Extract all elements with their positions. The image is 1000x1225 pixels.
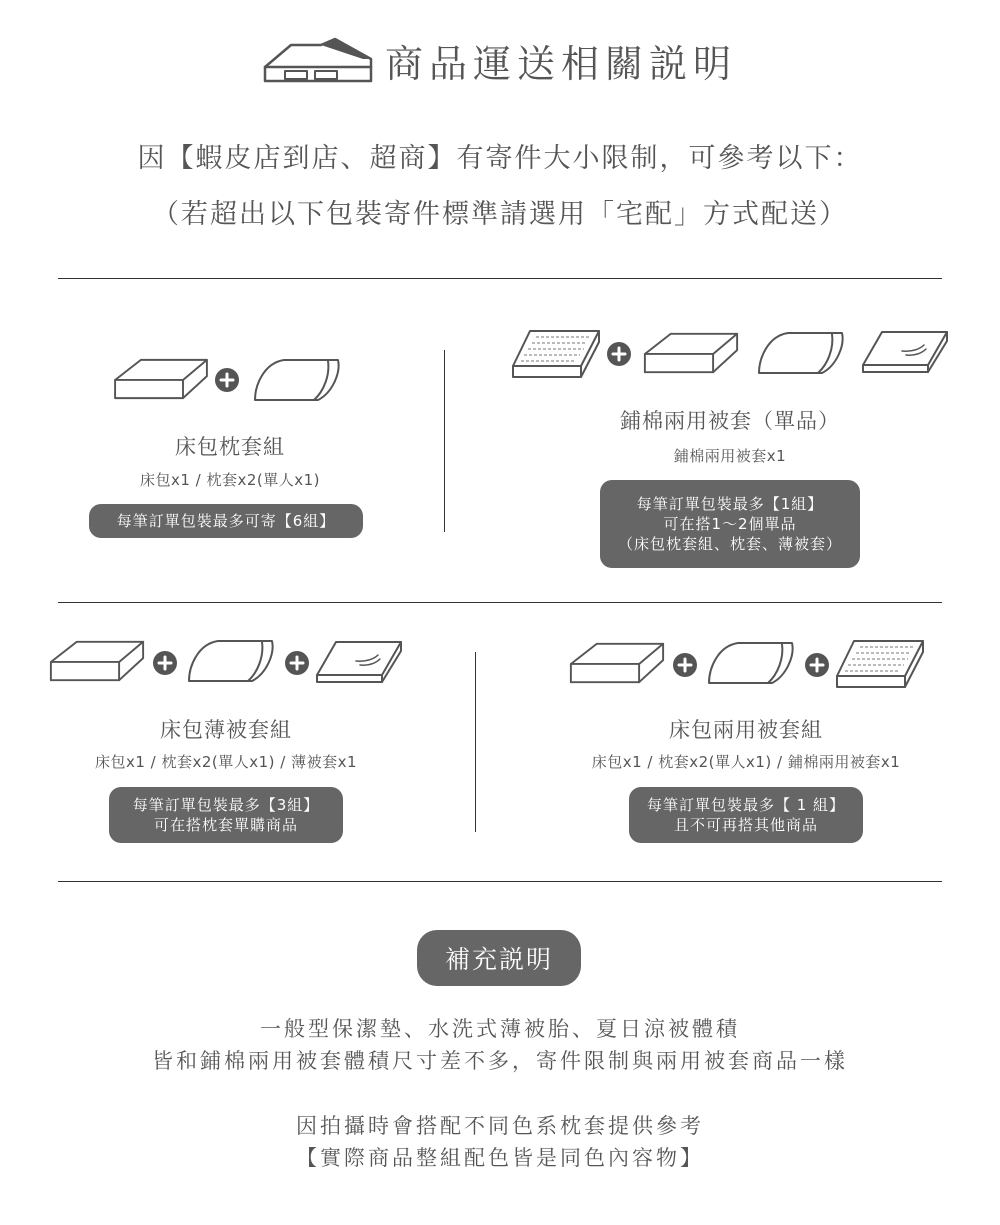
plus-icon bbox=[284, 650, 310, 676]
thin-quilt-limit-line-2: 可在搭枕套單購商品 bbox=[153, 816, 298, 834]
supplement-line-3: 因拍攝時會搭配不同色系枕套提供參考 bbox=[296, 1114, 704, 1138]
quilt-cover-limit bbox=[600, 480, 860, 568]
fitted-sheet-icon bbox=[568, 640, 666, 686]
bed-pillow-illustration bbox=[112, 355, 352, 407]
dual-quilt-contents: 床包x1 / 枕套x2(單人x1) / 鋪棉兩用被套x1 bbox=[591, 753, 901, 771]
dual-quilt-limit-line-1: 每筆訂單包裝最多【 1 組】 bbox=[646, 796, 846, 814]
supplement-line-1: 一般型保潔墊、水洗式薄被胎、夏日涼被體積 bbox=[260, 1017, 740, 1041]
intro-line-2: （若超出以下包裝寄件標準請選用「宅配」方式配送） bbox=[152, 199, 848, 230]
bed-pillow-name: 床包枕套組 bbox=[175, 435, 285, 459]
thin-quilt-limit bbox=[109, 787, 343, 843]
dual-quilt-name: 床包兩用被套組 bbox=[669, 718, 823, 742]
quilt-cover-limit-line-2: 可在搭1～2個單品 bbox=[663, 515, 797, 533]
house-icon bbox=[263, 37, 373, 83]
dual-quilt-limit bbox=[629, 787, 863, 843]
supplement-line-2: 皆和鋪棉兩用被套體積尺寸差不多，寄件限制與兩用被套商品一樣 bbox=[152, 1049, 848, 1073]
pillowcase-icon bbox=[756, 330, 846, 376]
intro-line-1: 因【蝦皮店到店、超商】有寄件大小限制，可參考以下： bbox=[137, 143, 863, 174]
quilt-cover-limit-line-1: 每筆訂單包裝最多【1組】 bbox=[636, 495, 824, 513]
plus-icon bbox=[606, 341, 632, 367]
fitted-sheet-icon bbox=[48, 638, 146, 684]
fitted-sheet-icon bbox=[642, 330, 740, 376]
thin-quilt-icon bbox=[860, 328, 950, 376]
pillowcase-icon bbox=[186, 638, 276, 684]
bed-pillow-limit bbox=[89, 504, 363, 538]
supplement-line-4: 【實際商品整組配色皆是同色內容物】 bbox=[296, 1146, 704, 1170]
plus-icon bbox=[214, 367, 240, 393]
fitted-sheet-icon bbox=[112, 357, 210, 401]
plus-icon bbox=[152, 650, 178, 676]
thin-quilt-name: 床包薄被套組 bbox=[160, 718, 292, 742]
thin-quilt-icon bbox=[314, 638, 404, 686]
divider-top bbox=[58, 278, 942, 279]
supplement-label: 補充説明 bbox=[417, 930, 581, 986]
quilt-cover-limit-line-3: （床包枕套組、枕套、薄被套） bbox=[617, 535, 842, 553]
pillowcase-icon bbox=[252, 357, 342, 403]
divider-middle bbox=[58, 602, 942, 603]
dual-quilt-limit-line-2: 且不可再搭其他商品 bbox=[673, 816, 818, 834]
bed-pillow-contents: 床包x1 / 枕套x2(單人x1) bbox=[139, 471, 321, 489]
page-title: 商品運送相關説明 bbox=[384, 41, 737, 86]
page-header bbox=[0, 30, 1000, 90]
divider-vertical-2 bbox=[475, 652, 476, 832]
thin-quilt-illustration bbox=[48, 636, 408, 688]
plus-icon bbox=[804, 652, 830, 678]
thin-quilt-contents: 床包x1 / 枕套x2(單人x1) / 薄被套x1 bbox=[94, 753, 358, 771]
plus-icon bbox=[672, 652, 698, 678]
divider-bottom bbox=[58, 881, 942, 882]
quilt-cover-contents: 鋪棉兩用被套x1 bbox=[673, 447, 787, 465]
quilt-cover-illustration bbox=[510, 326, 950, 382]
padded-quilt-icon bbox=[510, 328, 602, 380]
thin-quilt-limit-line-1: 每筆訂單包裝最多【3組】 bbox=[132, 796, 320, 814]
pillowcase-icon bbox=[706, 640, 796, 686]
bed-pillow-limit-line: 每筆訂單包裝最多可寄【6組】 bbox=[116, 512, 336, 530]
divider-vertical-1 bbox=[444, 350, 445, 532]
dual-quilt-illustration bbox=[568, 636, 928, 692]
quilt-cover-name: 鋪棉兩用被套（單品） bbox=[620, 409, 840, 433]
padded-quilt-icon bbox=[834, 638, 926, 690]
